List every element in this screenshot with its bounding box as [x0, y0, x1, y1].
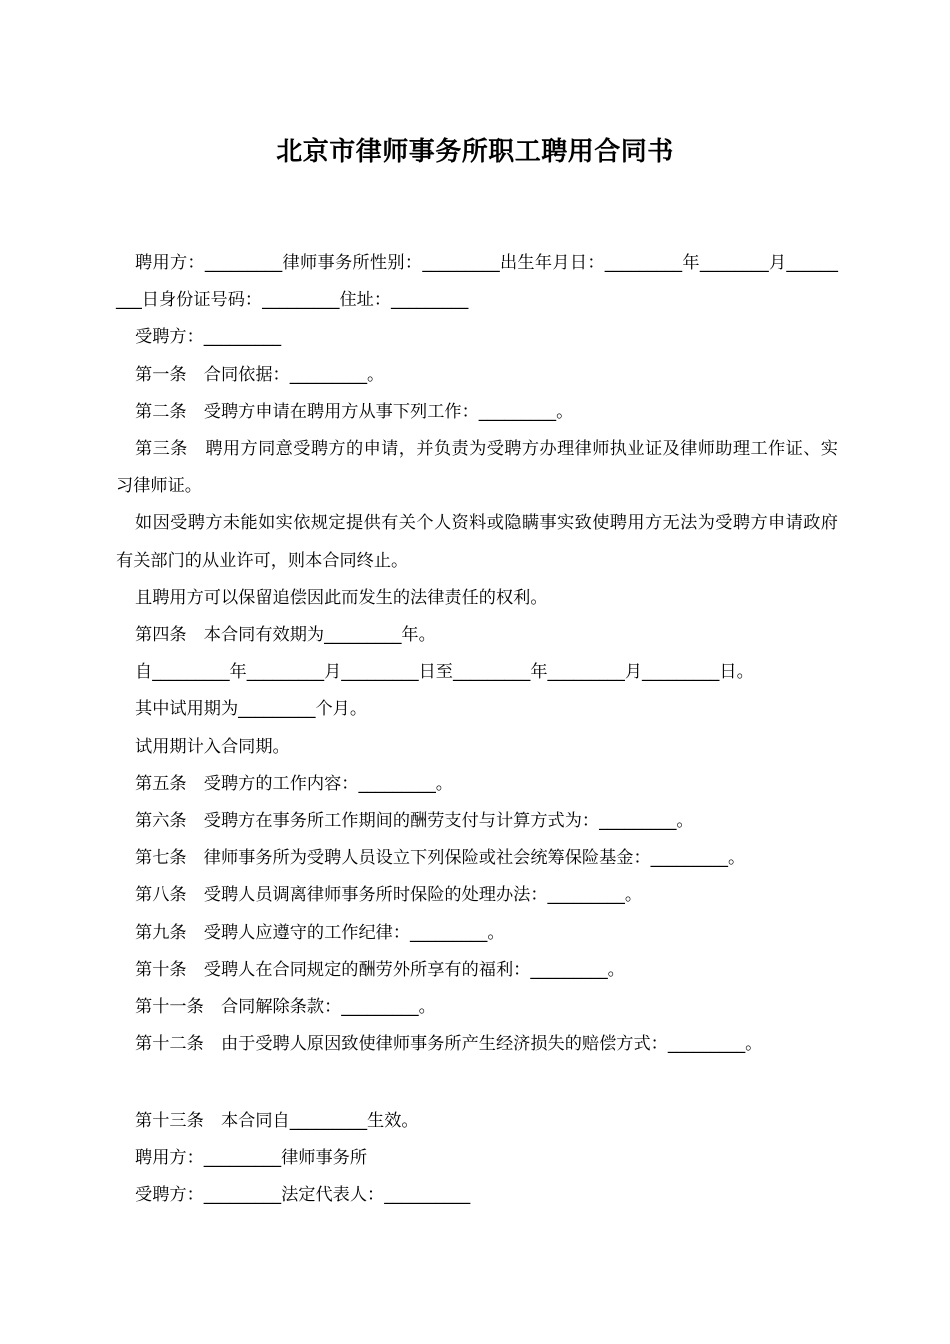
- article-12: 第十二条 由于受聘人原因致使律师事务所产生经济损失的赔偿方式：_________。: [135, 1034, 763, 1055]
- closing-section: [116, 1103, 838, 1215]
- article-3: 第三条 聘用方同意受聘方的申请，并负责为受聘方办理律师执业证及律师助理工作证、实习律师证。: [116, 439, 838, 497]
- article-3-termination: 如因受聘方未能如实依规定提供有关个人资料或隐瞒事实致使聘用方无法为受聘方申请政府有关部门的从业许可，则本合同终止。: [116, 513, 838, 571]
- article-4-probation: 其中试用期为_________个月。: [135, 699, 368, 720]
- article-4: 第四条 本合同有效期为_________年。: [135, 625, 436, 646]
- employee-signature-line: 受聘方：_________法定代表人：__________: [135, 1185, 471, 1206]
- paragraph-employee: 受聘方：_________: [135, 327, 282, 348]
- article-6: 第六条 受聘方在事务所工作期间的酬劳支付与计算方式为：_________。: [135, 811, 694, 832]
- paragraph-parties: 聘用方：_________律师事务所性别：_________出生年月日：_________年________月_________日身份证号码：_________住址：_________: [116, 253, 838, 311]
- article-9: 第九条 受聘人应遵守的工作纪律：_________。: [135, 922, 505, 943]
- article-13: 第十三条 本合同自_________生效。: [135, 1111, 419, 1131]
- article-4-period: 自_________年_________月_________日至_________年_________月_________日。: [135, 662, 754, 683]
- article-1: 第一条 合同依据：_________。: [135, 364, 385, 385]
- article-4-probation-note: 试用期计入合同期。: [135, 736, 290, 757]
- article-10: 第十条 受聘人在合同规定的酬劳外所享有的福利：_________。: [135, 959, 625, 980]
- article-5: 第五条 受聘方的工作内容：_________。: [135, 773, 453, 794]
- article-7: 第七条 律师事务所为受聘人员设立下列保险或社会统筹保险基金：_________。: [135, 848, 746, 869]
- article-2: 第二条 受聘方申请在聘用方从事下列工作：_________。: [135, 401, 574, 422]
- article-8: 第八条 受聘人员调离律师事务所时保险的处理办法：_________。: [135, 885, 643, 906]
- article-11: 第十一条 合同解除条款：_________。: [135, 997, 436, 1018]
- article-3-liability: 且聘用方可以保留追偿因此而发生的法律责任的权利。: [135, 587, 548, 608]
- document-title: 北京市律师事务所职工聘用合同书: [276, 137, 674, 167]
- contract-body: [116, 245, 838, 1063]
- employer-signature-line: 聘用方：_________律师事务所: [135, 1148, 368, 1169]
